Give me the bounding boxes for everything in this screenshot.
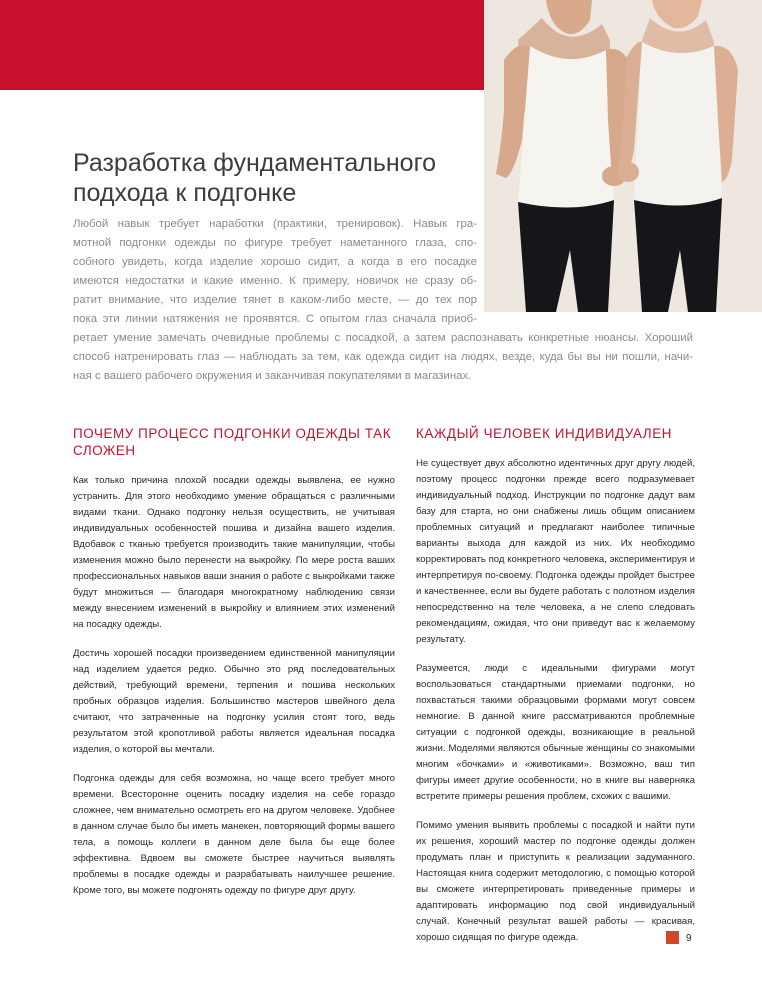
right-column-heading: КАЖДЫЙ ЧЕЛОВЕК ИНДИВИДУАЛЕН — [416, 426, 672, 441]
page-corner-mark — [666, 931, 679, 944]
page-number: 9 — [686, 933, 692, 944]
header-red-band — [0, 0, 484, 90]
intro-line: ратит внимание, что изделие тянет в каком-либо месте, — до тех пор — [73, 294, 477, 306]
body-paragraph: Помимо умения выявить проблемы с посадкой и найти пути их решения, хороший мастер по подгонке одежды должен продумать план и приступить к реализации задуманного. Настоящая книга содержит методологию, с помощью которой вы сможете интерпретировать приведенные примеры и адаптировать информацию под свой индивидуальный случай. Конечный результат вашей работы — красивая, хорошо сидящая по фигуре одежда. — [416, 820, 695, 943]
body-paragraph: Подгонка одежды для себя возможна, но чаще всего требует много времени. Всесторонне оценить посадку изделия на себе гораздо сложнее, чем внимательно осмотреть его на другом человеке. Удобнее в данном случае было бы иметь манекен, повторяющий формы вашего тела, а помощь коллеги в данном деле была бы еще более эффективна. Вдвоем вы сможете быстрее научиться выявлять проблемы в посадке одежды и разрабатывать наилучшее решение. Кроме того, вы можете подгонять одежду по фигуре друг другу. — [73, 773, 395, 896]
intro-line: ная с вашего рабочего окружения и заканчивая покупателями в магазинах. — [73, 370, 472, 382]
intro-line: Любой навык требует наработки (практики, тренировок). Навык гра- — [73, 218, 477, 230]
left-column-heading: ПОЧЕМУ ПРОЦЕСС ПОДГОНКИ ОДЕЖДЫ ТАК СЛОЖЕН — [73, 426, 392, 458]
right-column — [416, 425, 695, 959]
page-title: Разработка фундаментального подхода к подгонке — [73, 149, 437, 207]
left-column — [73, 425, 395, 912]
intro-line: мотной подгонки одежды по фигуре требует наметанного глаза, спо- — [73, 237, 477, 249]
intro-line: способ натренировать глаз — наблюдать за тем, как одежда сидит на людях, везде, куда бы вы ни пошли, начи- — [73, 351, 693, 363]
body-paragraph: Разумеется, люди с идеальными фигурами могут воспользоваться стандартными приемами подгонки, но похвастаться такими образцовыми формами могут совсем немногие. В данной книге рассматриваются проблемные ситуации с подгонкой одежды, возникающие в реальной жизни. Моделями являются обычные женщины со знакомыми многим «бочками» и «животиками». Возможно, ваш тип фигуры имеет другие особенности, но в книге вы наверняка встретите примеры решения проблем, схожих с вашими. — [416, 663, 695, 802]
intro-line: имеются недостатки и какие именно. К примеру, новичок не сразу об- — [73, 275, 477, 287]
intro-line: собного увидеть, когда изделие хорошо сидит, а когда в его посадке — [73, 256, 477, 268]
body-paragraph: Не существует двух абсолютно идентичных друг другу людей, поэтому процесс подгонки прежде всего подразумевает индивидуальный подход. Инструкции по подгонке дадут вам базу для старта, но они снабжены лишь общим описанием проблемных ситуаций и предлагают наиболее типичные варианты выхода для каждой из них. Их необходимо корректировать под конкретного человека, экспериментируя и интерпретируя по-своему. Подгонка одежды пройдет быстрее и качественнее, если вы будете работать с полотном изделия непосредственно на теле человека, а не слепо следовать рекомендациям, ожидая, что они приведут вас к желаемому результату. — [416, 458, 695, 645]
body-paragraph: Достичь хорошей посадки произведением единственной манипуляции над изделием удается редко. Обычно это ряд последовательных действий, требующий времени, терпения и пошива нескольких пробных образцов изделия. Большинство мастеров швейного дела считают, что затраченные на подгонку усилия стоят того, ведь результатом этой кропотливой работы является идеальная посадка изделия, о которой вы мечтали. — [73, 648, 395, 755]
intro-paragraph — [73, 215, 693, 386]
intro-line: пока эти линии натяжения не проявятся. С опытом глаз сначала приоб- — [73, 313, 477, 325]
intro-line: ретает умение замечать очевидные проблемы с посадкой, а затем распознавать конкретные нюансы. Хороший — [73, 332, 693, 344]
body-paragraph: Как только причина плохой посадки одежды выявлена, ее нужно устранить. Для этого необходимо умение обращаться с различными видами ткани. Однако подгонку нельзя осуществить, не учитывая индивидуальных особенностей пошива и дизайна вашего изделия. Вдобавок с тканью требуется производить такие манипуляции, чтобы изменения можно было перенести на выкройку. По мере роста ваших профессиональных навыков ваши знания о работе с выкройками также будут множиться — благодаря многократному наблюдению связи между внесением изменений в выкройку и влиянием этих изменений на посадку одежды. — [73, 475, 395, 630]
